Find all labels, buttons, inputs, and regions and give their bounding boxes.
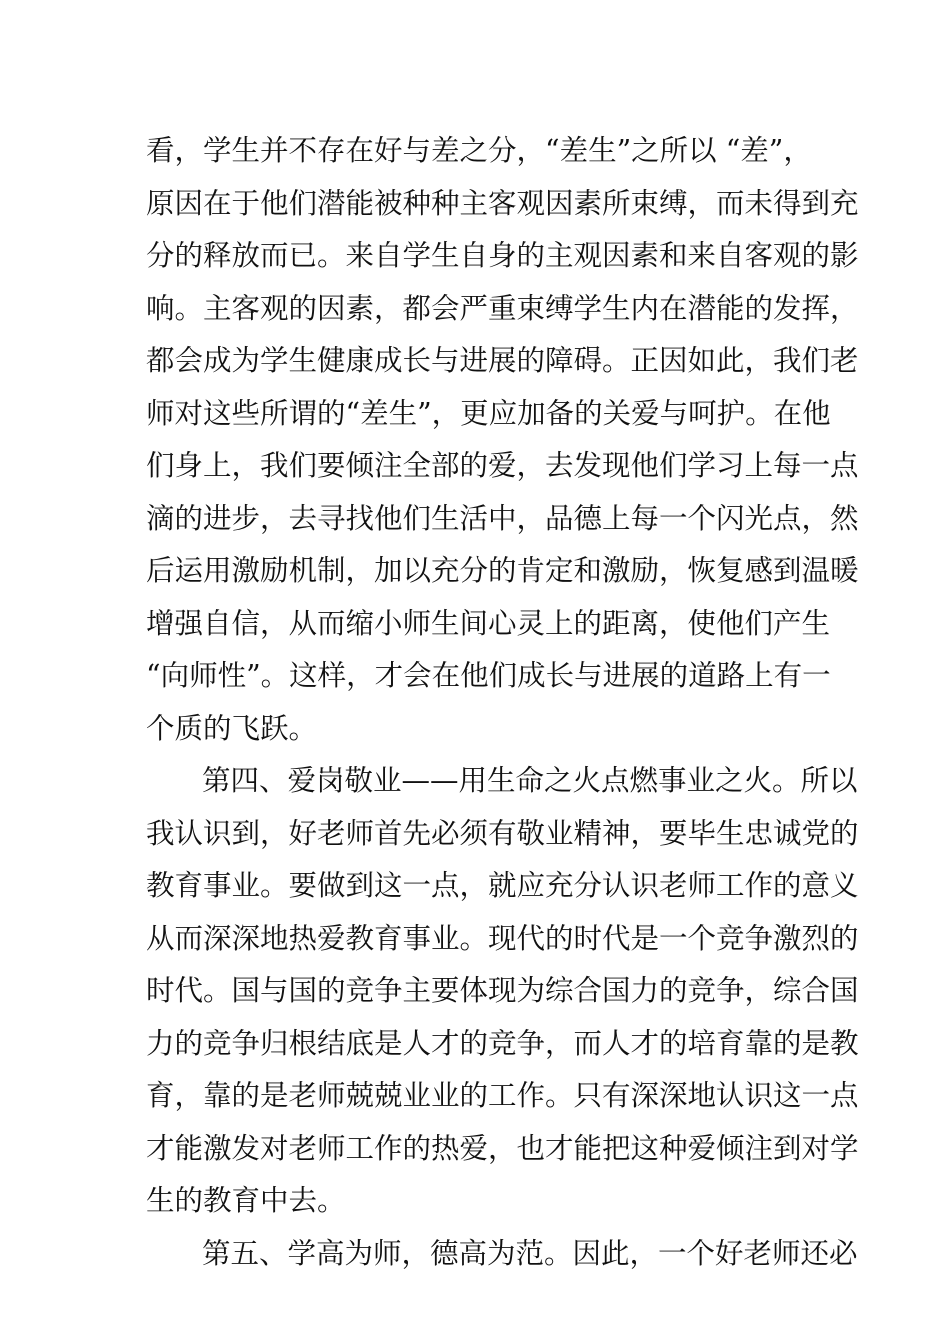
paragraph-2-line-5: 时代。国与国的竞争主要体现为综合国力的竞争，综合国 <box>146 974 859 1007</box>
paragraph-3-line-1: 第五、学高为师，德高为范。因此，一个好老师还必 <box>202 1237 858 1270</box>
paragraph-1-line-10: 增强自信，从而缩小师生间心灵上的距离，使他们产生 <box>146 607 831 640</box>
paragraph-2-line-8: 才能激发对老师工作的热爱，也才能把这种爱倾注到对学 <box>146 1132 859 1165</box>
paragraph-2-line-9: 生的教育中去。 <box>146 1184 346 1217</box>
paragraph-1-line-1: 看，学生并不存在好与差之分，“差生”之所以 “差”， <box>146 134 812 167</box>
paragraph-1-line-9: 后运用激励机制，加以充分的肯定和激励，恢复感到温暖 <box>146 554 859 587</box>
paragraph-2-line-3: 教育事业。要做到这一点，就应充分认识老师工作的意义 <box>146 869 859 902</box>
paragraph-1-line-8: 滴的进步，去寻找他们生活中，品德上每一个闪光点，然 <box>146 502 859 535</box>
paragraph-1-line-5: 都会成为学生健康成长与进展的障碍。正因如此，我们老 <box>146 344 859 377</box>
paragraph-1-line-12: 个质的飞跃。 <box>146 712 318 745</box>
paragraph-2-line-2: 我认识到，好老师首先必须有敬业精神，要毕生忠诚党的 <box>146 817 859 850</box>
paragraph-1-line-4: 响。主客观的因素，都会严重束缚学生内在潜能的发挥， <box>146 292 859 325</box>
paragraph-2-line-6: 力的竞争归根结底是人才的竞争，而人才的培育靠的是教 <box>146 1027 859 1060</box>
paragraph-1-line-6: 师对这些所谓的“差生”，更应加备的关爱与呵护。在他 <box>146 397 831 430</box>
paragraph-2-line-1: 第四、爱岗敬业——用生命之火点燃事业之火。所以 <box>202 764 858 797</box>
paragraph-1-line-11: “向师性”。这样，才会在他们成长与进展的道路上有一 <box>146 659 831 692</box>
paragraph-1-line-3: 分的释放而已。来自学生自身的主观因素和来自客观的影 <box>146 239 859 272</box>
paragraph-1-line-7: 们身上，我们要倾注全部的爱，去发现他们学习上每一点 <box>146 449 859 482</box>
paragraph-1-line-2: 原因在于他们潜能被种种主客观因素所束缚，而未得到充 <box>146 187 859 220</box>
paragraph-2-line-7: 育，靠的是老师兢兢业业的工作。只有深深地认识这一点 <box>146 1079 859 1112</box>
paragraph-2-line-4: 从而深深地热爱教育事业。现代的时代是一个竞争激烈的 <box>146 922 859 955</box>
